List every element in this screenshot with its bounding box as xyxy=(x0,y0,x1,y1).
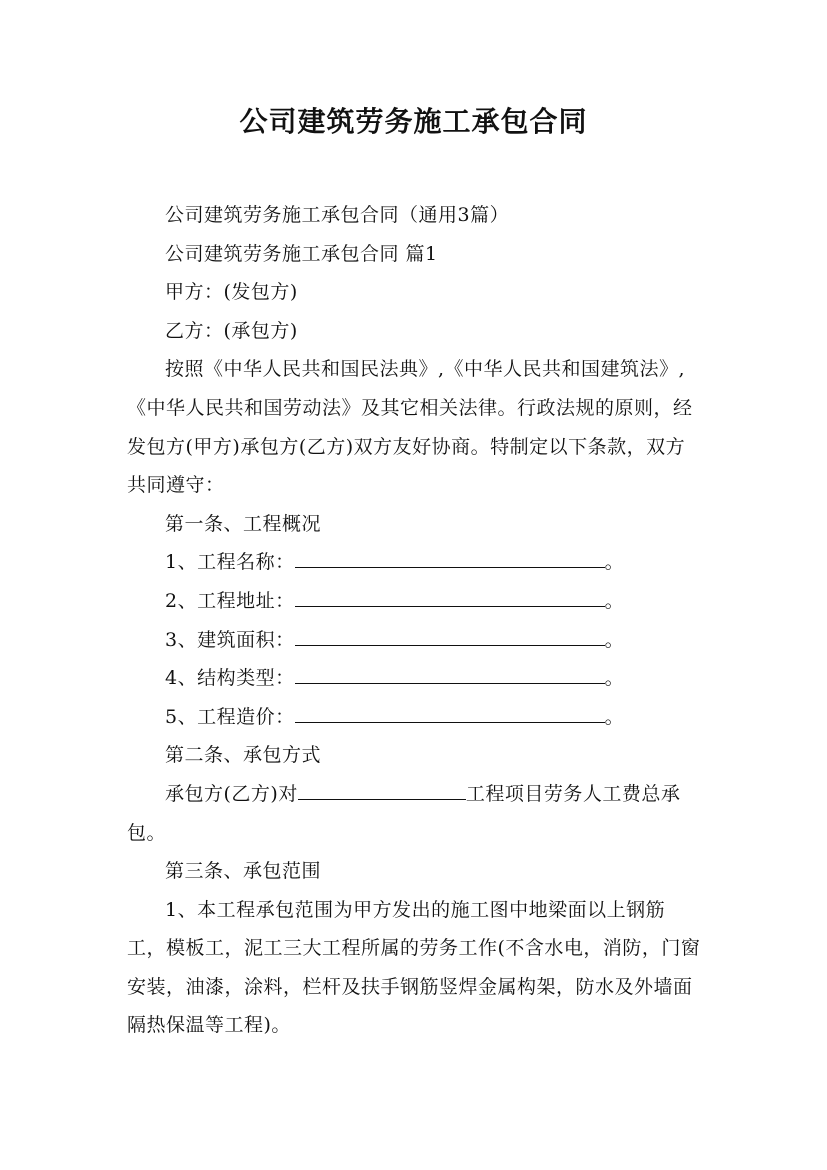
fill-in-blank[interactable] xyxy=(298,779,466,800)
document-body xyxy=(127,196,701,1045)
overview-item-address xyxy=(127,582,701,621)
fill-in-blank[interactable] xyxy=(295,586,605,607)
overview-item-structure xyxy=(127,659,701,698)
article-2-heading: 第二条、承包方式 xyxy=(165,744,322,767)
article-1-heading: 第一条、工程概况 xyxy=(165,512,322,535)
part-heading: 公司建筑劳务施工承包合同 篇1 xyxy=(165,242,438,265)
party-b-line: 乙方：(承包方) xyxy=(165,319,298,342)
contract-mode-suffix: 工程项目劳务人工费总承包。 xyxy=(127,782,681,844)
overview-item-label: 1、工程名称： xyxy=(165,551,295,574)
scope-paragraph: 1、本工程承包范围为甲方发出的施工图中地梁面以上钢筋工，模板工，泥工三大工程所属的劳务工作(不含水电，消防，门窗安装，油漆，涂料，栏杆及扶手钢筋竖焊金属构架，防水及外墙面隔热保温等工程)。 xyxy=(127,898,701,1037)
document-title: 公司建筑劳务施工承包合同 xyxy=(239,105,588,138)
fill-in-blank[interactable] xyxy=(295,702,605,723)
overview-item-label: 3、建筑面积： xyxy=(165,628,295,651)
overview-item-cost xyxy=(127,698,701,737)
overview-item-end: 。 xyxy=(604,551,625,574)
overview-item-end: 。 xyxy=(604,628,625,651)
overview-item-label: 2、工程地址： xyxy=(165,589,295,612)
fill-in-blank[interactable] xyxy=(295,547,605,568)
party-a-line: 甲方：(发包方) xyxy=(165,281,298,304)
intro-line: 公司建筑劳务施工承包合同（通用3篇） xyxy=(165,204,510,226)
overview-item-area xyxy=(127,621,701,660)
article-3-heading: 第三条、承包范围 xyxy=(165,860,322,883)
preamble-paragraph: 按照《中华人民共和国民法典》,《中华人民共和国建筑法》,《中华人民共和国劳动法》及其它相关法律。行政法规的原则，经发包方(甲方)承包方(乙方)双方友好协商。特制定以下条款，双方共同遵守： xyxy=(127,358,693,497)
fill-in-blank[interactable] xyxy=(295,625,605,646)
contract-mode-paragraph xyxy=(127,775,701,852)
overview-item-name xyxy=(127,543,701,582)
contract-mode-prefix: 承包方(乙方)对 xyxy=(165,782,298,805)
overview-item-label: 5、工程造价： xyxy=(165,705,295,728)
fill-in-blank[interactable] xyxy=(295,663,605,684)
overview-item-label: 4、结构类型： xyxy=(165,667,295,690)
overview-item-end: 。 xyxy=(604,589,625,612)
overview-item-end: 。 xyxy=(604,667,625,690)
overview-item-end: 。 xyxy=(604,705,625,728)
